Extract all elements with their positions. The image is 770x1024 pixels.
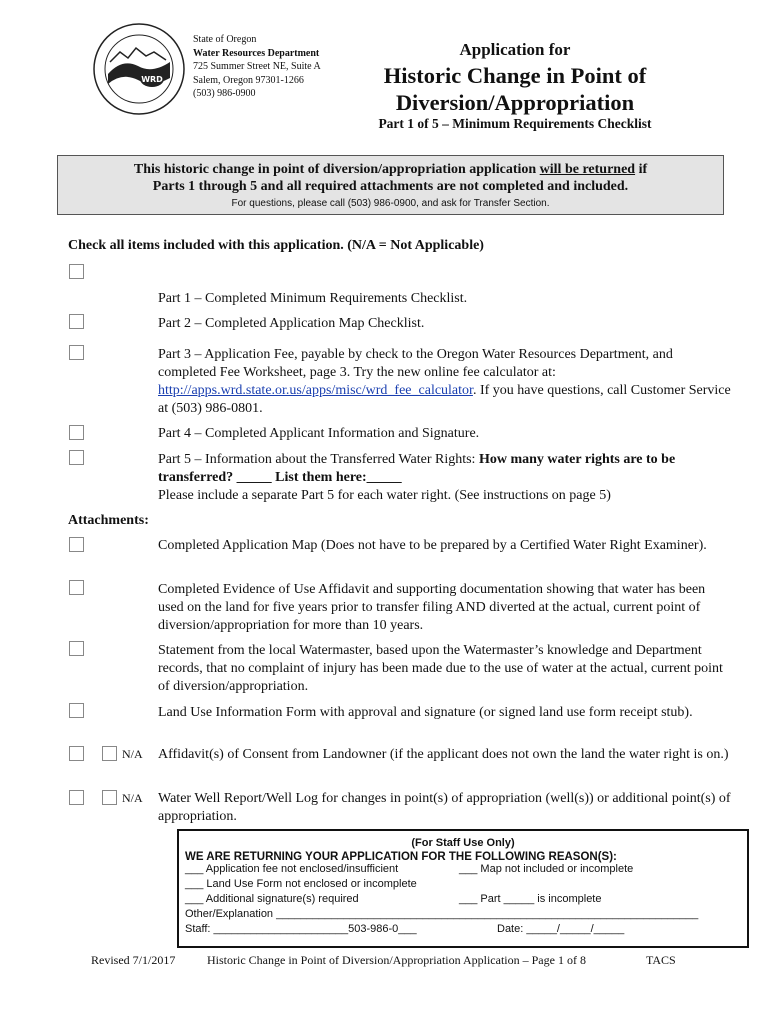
item-map: Completed Application Map (Does not have to be prepared by a Certified Water Right Examiner). xyxy=(158,538,707,553)
agency-state: State of Oregon xyxy=(193,34,257,45)
agency-street: 725 Summer Street NE, Suite A xyxy=(193,61,321,72)
item-consent: Affidavit(s) of Consent from Landowner (if the applicant does not own the land the water right is on.) xyxy=(158,747,729,762)
part-3-after: . If you have questions, call Customer Service at (503) 986-0801. xyxy=(158,383,731,416)
attachments-heading: Attachments: xyxy=(68,513,149,528)
agency-address xyxy=(193,33,321,101)
notice-line-3: For questions, please call (503) 986-0900, and ask for Transfer Section. xyxy=(231,198,550,209)
staff-field: Staff: ______________________503-986-0___ xyxy=(185,923,417,935)
item-watermaster: Statement from the local Watermaster, based upon the Watermaster’s knowledge and Department records, that no complaint of injury has been made due to the use of water at the actual, current point of diversion/appropriation. xyxy=(158,643,723,694)
checkbox-watermaster[interactable] xyxy=(69,641,84,656)
notice-box xyxy=(57,155,724,215)
part-5-note: Please include a separate Part 5 for each water right. (See instructions on page 5) xyxy=(158,488,611,503)
reason-signature: ___ Additional signature(s) required xyxy=(185,893,359,905)
fee-calculator-link[interactable]: http://apps.wrd.state.or.us/apps/misc/wrd_fee_calculator xyxy=(158,383,473,398)
part-5-question: How many water rights are to be transferred? _____ List them here:_____ xyxy=(158,452,676,485)
checkbox-part-2[interactable] xyxy=(69,314,84,329)
notice-line-2: Parts 1 through 5 and all required attachments are not completed and included. xyxy=(152,179,629,194)
footer-page: Historic Change in Point of Diversion/Appropriation Application – Page 1 of 8 xyxy=(207,953,586,967)
item-affidavit: Completed Evidence of Use Affidavit and supporting documentation showing that water has been used on the land for five years prior to transfer filing AND diverted at the actual, current point of diversion/appropriation for more than 10 years. xyxy=(158,582,706,633)
checkbox-map[interactable] xyxy=(69,537,84,552)
staff-row-3 xyxy=(185,893,747,908)
notice-underlined: will be returned xyxy=(539,162,636,177)
notice-text-end: if xyxy=(635,162,648,177)
footer-revised: Revised 7/1/2017 xyxy=(91,953,176,967)
other-explanation: Other/Explanation _____________________________________________________________________ xyxy=(185,908,699,920)
notice-text: This historic change in point of diversion/appropriation application xyxy=(133,162,540,177)
checkbox-part-4[interactable] xyxy=(69,425,84,440)
staff-row-1 xyxy=(185,863,747,878)
page-title xyxy=(330,62,700,116)
title-line-1: Historic Change in Point of xyxy=(383,63,647,88)
part-subtitle: Part 1 of 5 – Minimum Requirements Checklist xyxy=(378,116,652,131)
reason-land-use: ___ Land Use Form not enclosed or incomplete xyxy=(185,878,417,890)
reason-part: ___ Part _____ is incomplete xyxy=(459,893,602,905)
item-land-use: Land Use Information Form with approval and signature (or signed land use form receipt stub). xyxy=(158,705,693,720)
application-for-label: Application for xyxy=(459,40,571,59)
checkbox-consent[interactable] xyxy=(69,746,84,761)
item-part-2: Part 2 – Completed Application Map Checklist. xyxy=(158,316,425,331)
checkbox-part-5[interactable] xyxy=(69,450,84,465)
checkbox-land-use[interactable] xyxy=(69,703,84,718)
checkbox-well[interactable] xyxy=(69,790,84,805)
reason-map: ___ Map not included or incomplete xyxy=(459,863,634,875)
well-na-label: N/A xyxy=(122,791,143,805)
title-line-2: Diversion/Appropriation xyxy=(395,90,635,115)
item-part-1: Part 1 – Completed Minimum Requirements Checklist. xyxy=(158,291,468,306)
wrd-seal-logo xyxy=(92,22,186,116)
checkbox-consent-na[interactable] xyxy=(102,746,117,761)
staff-row-2 xyxy=(185,878,747,893)
item-part-5 xyxy=(158,451,733,505)
item-part-3 xyxy=(158,346,733,418)
checkbox-part-3[interactable] xyxy=(69,345,84,360)
staff-row-5 xyxy=(185,923,747,938)
checklist-heading: Check all items included with this application. (N/A = Not Applicable) xyxy=(68,238,484,253)
staff-box-title: (For Staff Use Only) xyxy=(411,837,515,849)
footer-code: TACS xyxy=(646,953,676,967)
item-well: Water Well Report/Well Log for changes in point(s) of appropriation (well(s)) or additional point(s) of appropriation. xyxy=(158,791,731,824)
part-3-text: Part 3 – Application Fee, payable by check to the Oregon Water Resources Department, and completed Fee Worksheet, page 3. Try the new online fee calculator at: xyxy=(158,347,673,380)
staff-box-heading: WE ARE RETURNING YOUR APPLICATION FOR THE FOLLOWING REASON(S): xyxy=(185,851,617,863)
date-field: Date: _____/_____/_____ xyxy=(497,923,625,935)
checkbox-well-na[interactable] xyxy=(102,790,117,805)
part-5-lead: Part 5 – Information about the Transferred Water Rights: xyxy=(158,452,479,467)
agency-city: Salem, Oregon 97301-1266 xyxy=(193,74,304,86)
reason-fee: ___ Application fee not enclosed/insufficient xyxy=(185,863,399,875)
notice-line-1 xyxy=(58,161,723,178)
agency-department: Water Resources Department xyxy=(193,47,320,59)
agency-phone: (503) 986-0900 xyxy=(193,88,256,99)
item-part-4: Part 4 – Completed Applicant Information and Signature. xyxy=(158,426,480,441)
staff-row-4 xyxy=(185,908,747,923)
checkbox-affidavit[interactable] xyxy=(69,580,84,595)
staff-use-box xyxy=(177,829,749,948)
checkbox-part-1[interactable] xyxy=(69,264,84,279)
consent-na-label: N/A xyxy=(122,747,143,761)
seal-label: WRD xyxy=(141,75,163,84)
